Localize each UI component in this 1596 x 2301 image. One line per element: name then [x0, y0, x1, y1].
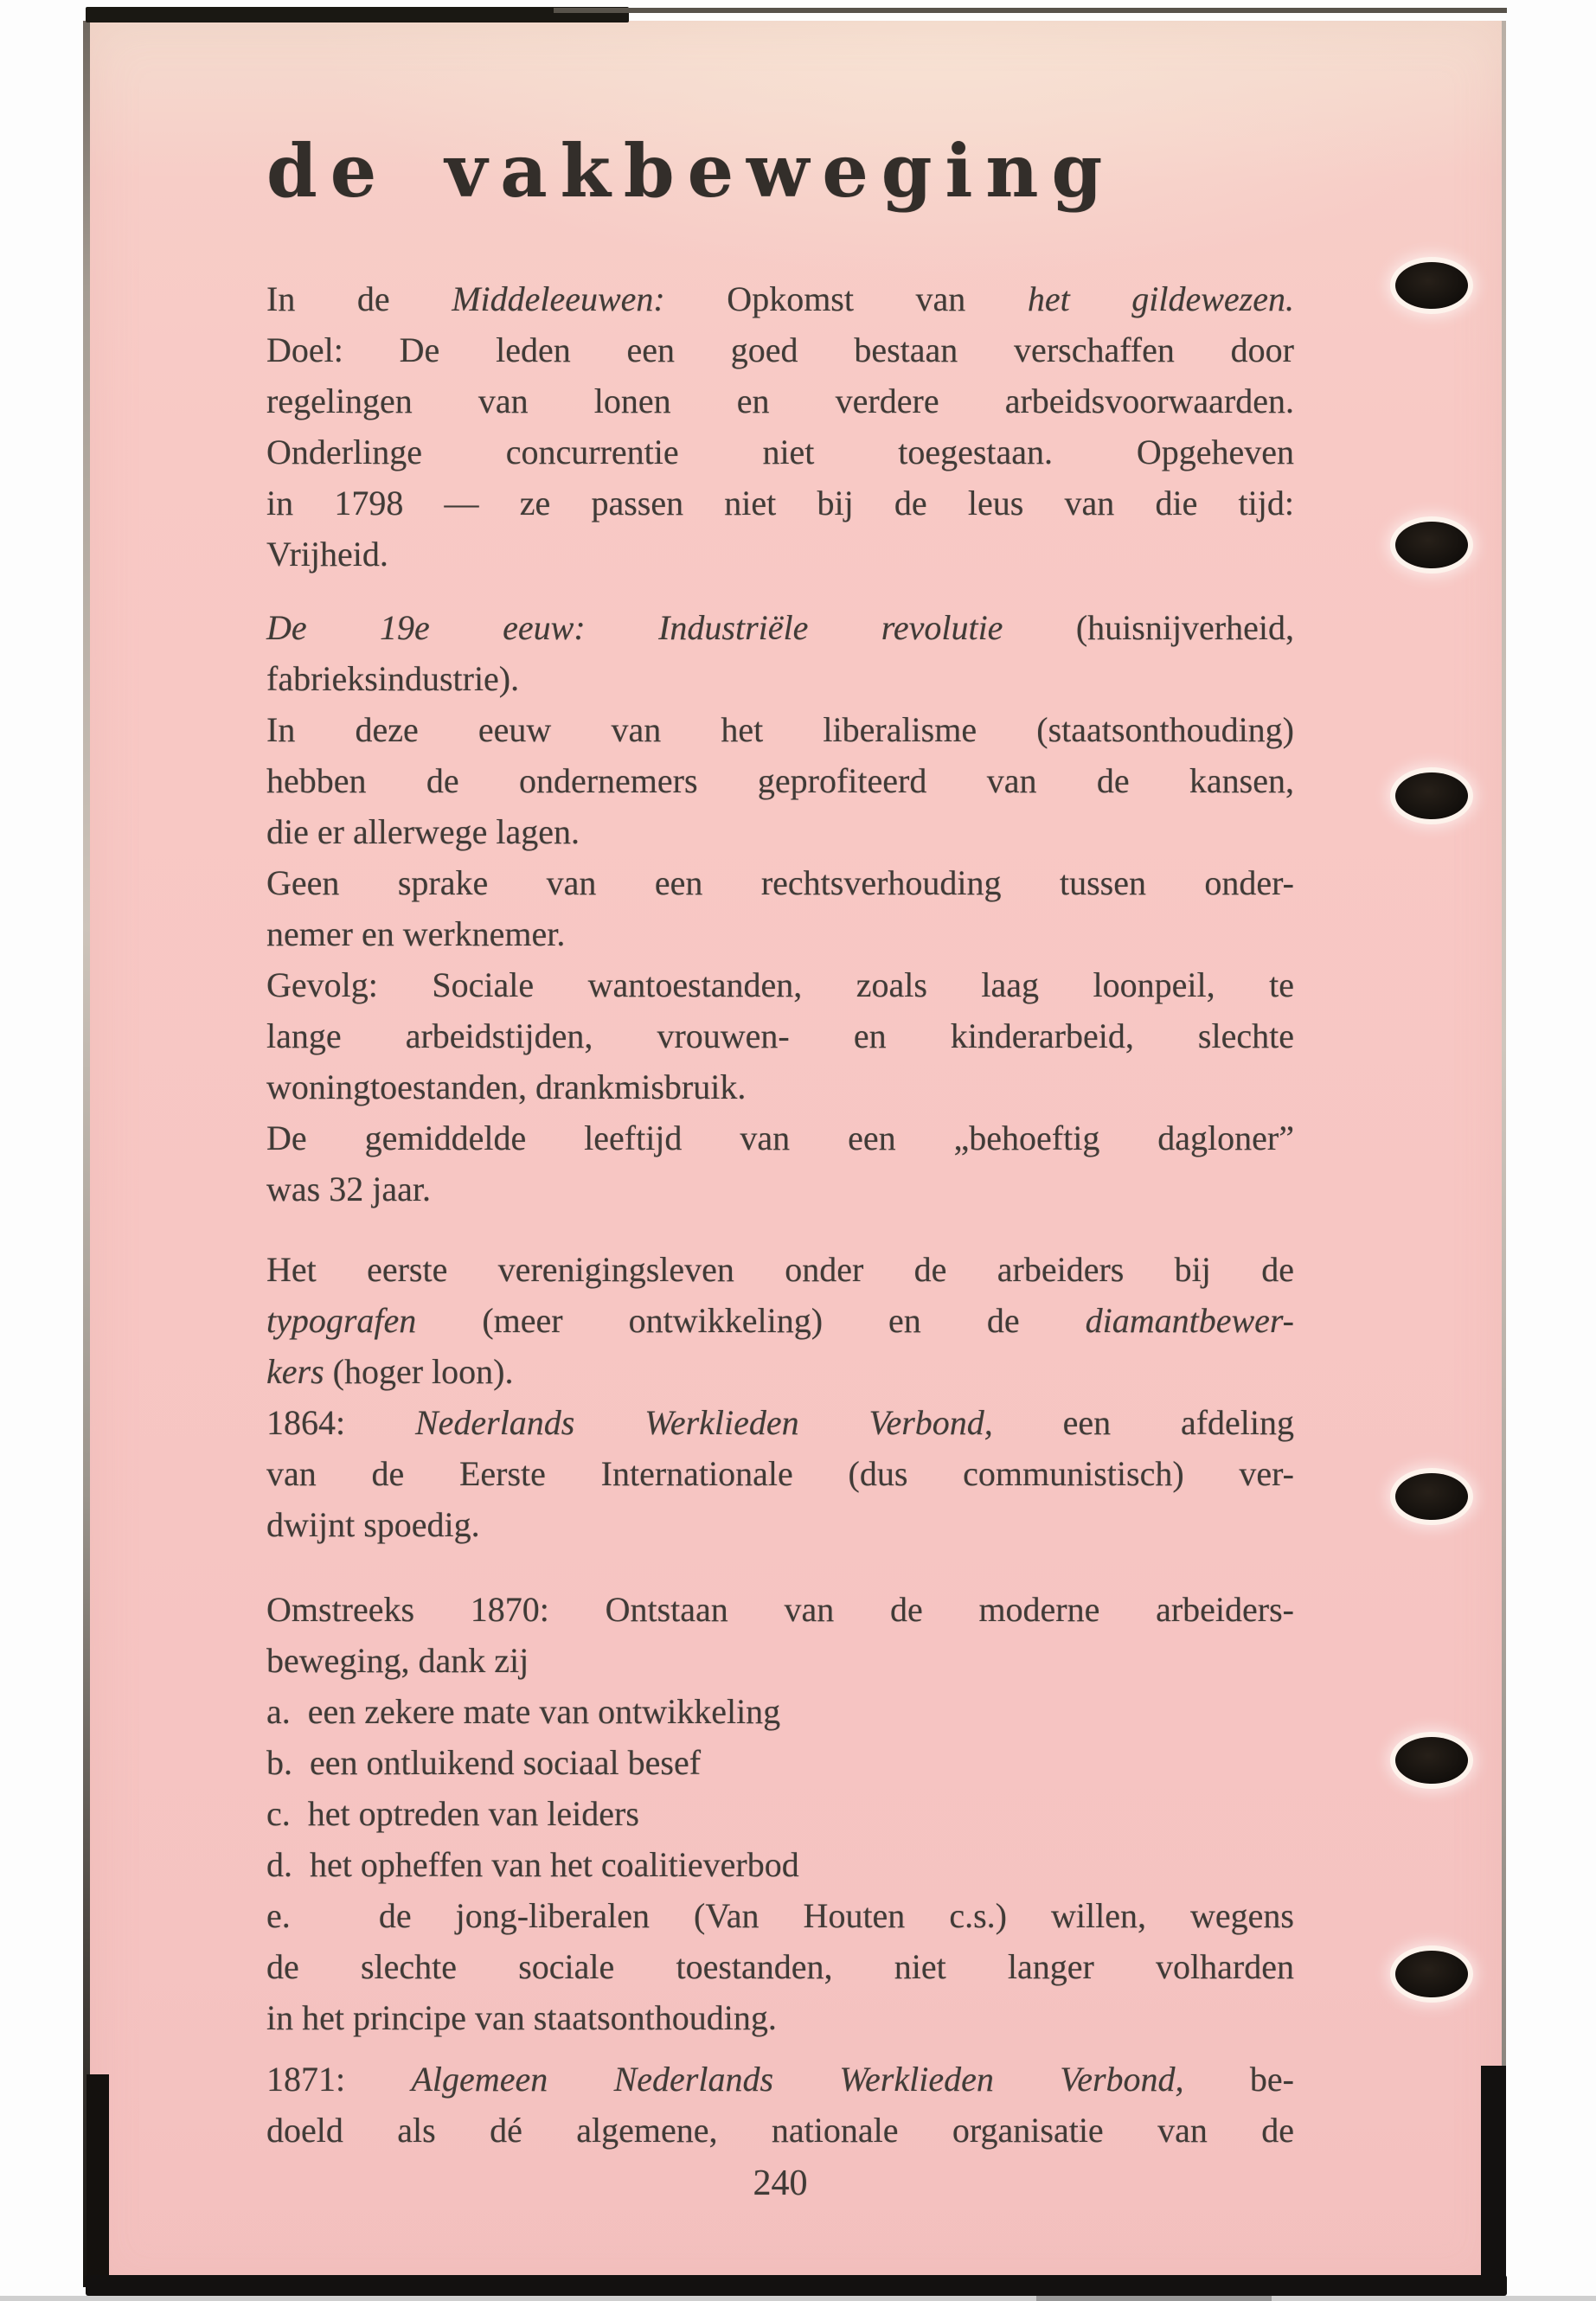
text-line: doeld als dé algemene, nationale organisatie van de: [266, 2111, 1294, 2150]
text-line: Omstreeks 1870: Ontstaan van de moderne arbeiders-: [266, 1590, 1294, 1629]
text-line: Gevolg: Sociale wantoestanden, zoals laag loonpeil, te: [266, 965, 1294, 1004]
text-line: In deze eeuw van het liberalisme (staatsonthouding): [266, 710, 1294, 749]
book-page-paper: [89, 21, 1504, 2296]
page-title: de vakbeweging: [266, 128, 1116, 214]
text-line: 1871: Algemeen Nederlands Werklieden Verbond, be-: [266, 2060, 1294, 2099]
text-line: Geen sprake van een rechtsverhouding tussen onder-: [266, 863, 1294, 902]
binder-hole: [1395, 1737, 1468, 1784]
text-line: in het principe van staatsonthouding.: [266, 1998, 777, 2037]
text-line: typografen (meer ontwikkeling) en de diamantbewer-: [266, 1301, 1294, 1340]
text-line: Doel: De leden een goed bestaan verschaffen door: [266, 330, 1294, 369]
text-line: Onderlinge concurrentie niet toegestaan. Opgeheven: [266, 433, 1294, 471]
text-line: woningtoestanden, drankmisbruik.: [266, 1067, 747, 1106]
text-line: nemer en werknemer.: [266, 914, 566, 953]
text-line: a. een zekere mate van ontwikkeling: [266, 1692, 781, 1731]
page-left-edge-shadow: [83, 21, 90, 2287]
text-line: die er allerwege lagen.: [266, 812, 580, 851]
page-right-bottom-edge: [1481, 2066, 1506, 2294]
binder-hole: [1395, 1473, 1468, 1520]
scan-top-edge-bar: [86, 7, 629, 22]
paragraph: [266, 273, 1294, 580]
text-line: kers (hoger loon).: [266, 1352, 514, 1391]
text-line: fabrieksindustrie).: [266, 659, 520, 698]
binder-hole: [1395, 522, 1468, 568]
text-line: was 32 jaar.: [266, 1170, 431, 1208]
text-line: De 19e eeuw: Industriële revolutie (huisnijverheid,: [266, 608, 1294, 647]
text-line: regelingen van lonen en verdere arbeidsvoorwaarden.: [266, 381, 1294, 420]
page-number: 240: [753, 2163, 808, 2203]
page-right-edge-shadow: [1502, 21, 1506, 2071]
text-line: b. een ontluikend sociaal besef: [266, 1743, 702, 1782]
scan-bottom-edge-bar: [86, 2275, 1507, 2296]
paragraph: [266, 1584, 1294, 2043]
text-line: e. de jong-liberalen (Van Houten c.s.) willen, wegens: [266, 1896, 1294, 1935]
text-line: Het eerste verenigingsleven onder de arbeiders bij de: [266, 1250, 1294, 1289]
scan-bottom-gray-dark-segment: [1036, 2296, 1272, 2301]
scan-bottom-gray-strip: [0, 2296, 1596, 2301]
binder-hole: [1395, 262, 1468, 309]
paragraph: [266, 1244, 1294, 1550]
paragraph: [266, 602, 1294, 1215]
text-line: De gemiddelde leeftijd van een „behoeftig dagloner”: [266, 1118, 1294, 1157]
text-line: c. het optreden van leiders: [266, 1794, 639, 1833]
text-line: beweging, dank zij: [266, 1641, 529, 1680]
page-left-bottom-edge: [87, 2074, 109, 2296]
text-line: in 1798 — ze passen niet bij de leus van die tijd:: [266, 484, 1294, 522]
text-line: d. het opheffen van het coalitieverbod: [266, 1845, 799, 1884]
text-line: van de Eerste Internationale (dus communistisch) ver-: [266, 1454, 1294, 1493]
binder-hole: [1395, 772, 1468, 819]
text-line: hebben de ondernemers geprofiteerd van de kansen,: [266, 761, 1294, 800]
text-line: Vrijheid.: [266, 535, 388, 574]
text-line: lange arbeidstijden, vrouwen- en kinderarbeid, slechte: [266, 1016, 1294, 1055]
text-line: In de Middeleeuwen: Opkomst van het gildewezen.: [266, 279, 1294, 318]
scan-top-edge-line: [554, 8, 1507, 13]
text-line: dwijnt spoedig.: [266, 1505, 480, 1544]
text-line: 1864: Nederlands Werklieden Verbond, een afdeling: [266, 1403, 1294, 1442]
text-column: [266, 273, 1294, 2156]
binder-hole: [1395, 1951, 1468, 1997]
paragraph: [266, 2054, 1294, 2156]
text-line: de slechte sociale toestanden, niet langer volharden: [266, 1947, 1294, 1986]
